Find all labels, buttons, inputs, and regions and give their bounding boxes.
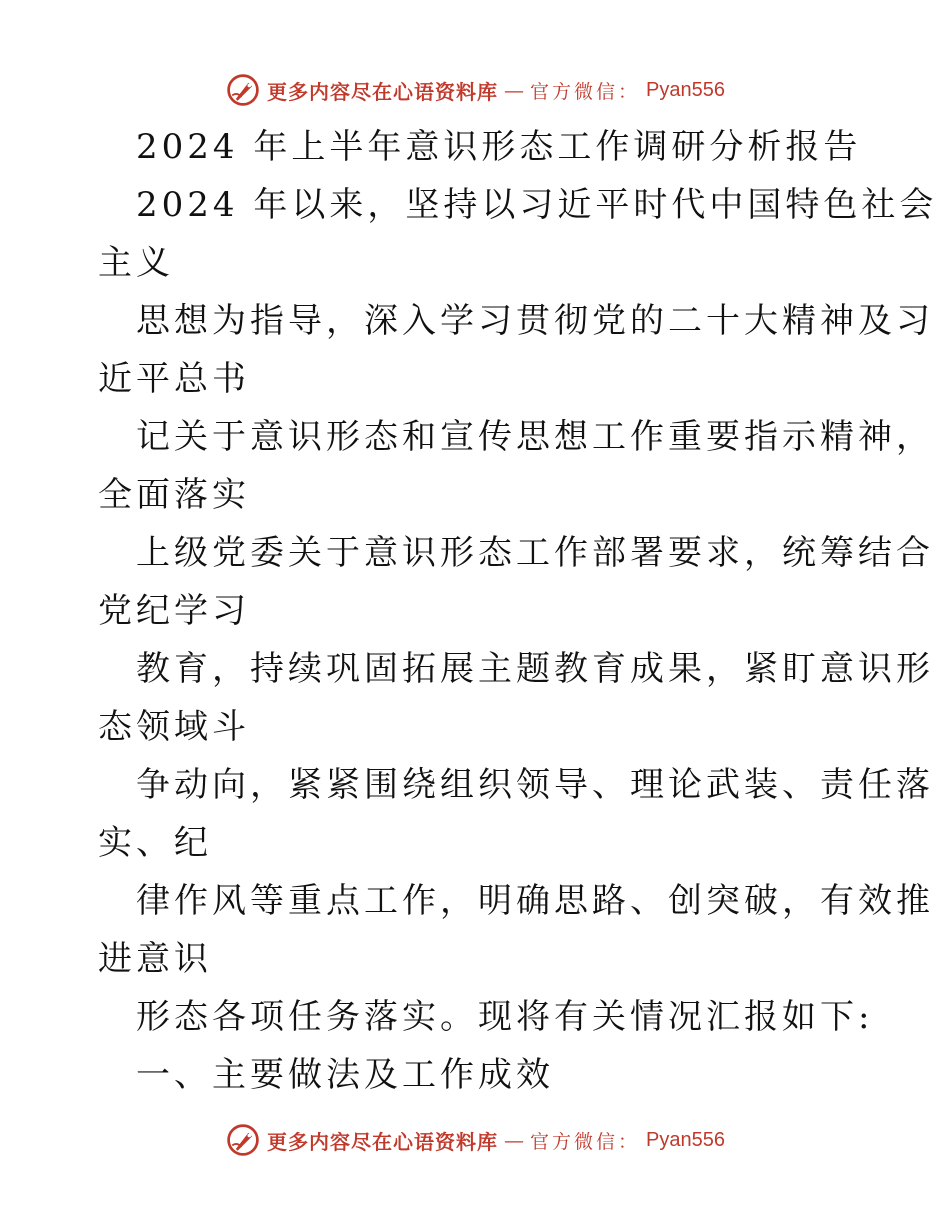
footer-watermark: [0, 1120, 950, 1160]
text-line: 上级党委关于意识形态工作部署要求，统筹结合: [136, 533, 934, 573]
text-line: 党纪学习: [98, 591, 250, 631]
watermark-group: [225, 1122, 725, 1158]
header-watermark: [0, 70, 950, 110]
watermark-main-text: 更多内容尽在心语资料库: [267, 1129, 498, 1154]
text-line: 主义: [98, 243, 174, 283]
text-line: 记关于意识形态和宣传思想工作重要指示精神，: [136, 417, 934, 457]
text-line: 思想为指导，深入学习贯彻党的二十大精神及习: [136, 301, 934, 341]
text-line: 教育，持续巩固拓展主题教育成果，紧盯意识形: [136, 649, 934, 689]
text-line: 实、纪: [98, 823, 212, 863]
text-line: 全面落实: [98, 475, 250, 515]
watermark-group: [225, 72, 725, 108]
watermark-id: Pyan556: [646, 78, 725, 101]
text-line: 态领域斗: [98, 707, 250, 747]
watermark-label: 官方微信：: [530, 80, 641, 103]
text-line: 近平总书: [98, 359, 250, 399]
text-line: 律作风等重点工作，明确思路、创突破，有效推: [136, 881, 934, 921]
document-body: [98, 118, 938, 1104]
text-line: 进意识: [98, 939, 212, 979]
text-line: 2024 年以来，坚持以习近平时代中国特色社会: [136, 185, 938, 225]
watermark-main-text: 更多内容尽在心语资料库: [267, 79, 498, 104]
watermark-dash: —: [504, 78, 524, 102]
text-line: 形态各项任务落实。现将有关情况汇报如下:: [136, 997, 874, 1037]
document-title: 2024 年上半年意识形态工作调研分析报告: [136, 127, 862, 167]
text-line: 争动向，紧紧围绕组织领导、理论武装、责任落: [136, 765, 934, 805]
section-heading: 一、主要做法及工作成效: [136, 1055, 554, 1095]
watermark-id: Pyan556: [646, 1128, 725, 1151]
watermark-label: 官方微信：: [530, 1130, 641, 1153]
watermark-dash: —: [504, 1128, 524, 1152]
pen-nib-icon: [225, 1122, 261, 1158]
pen-nib-icon: [225, 72, 261, 108]
